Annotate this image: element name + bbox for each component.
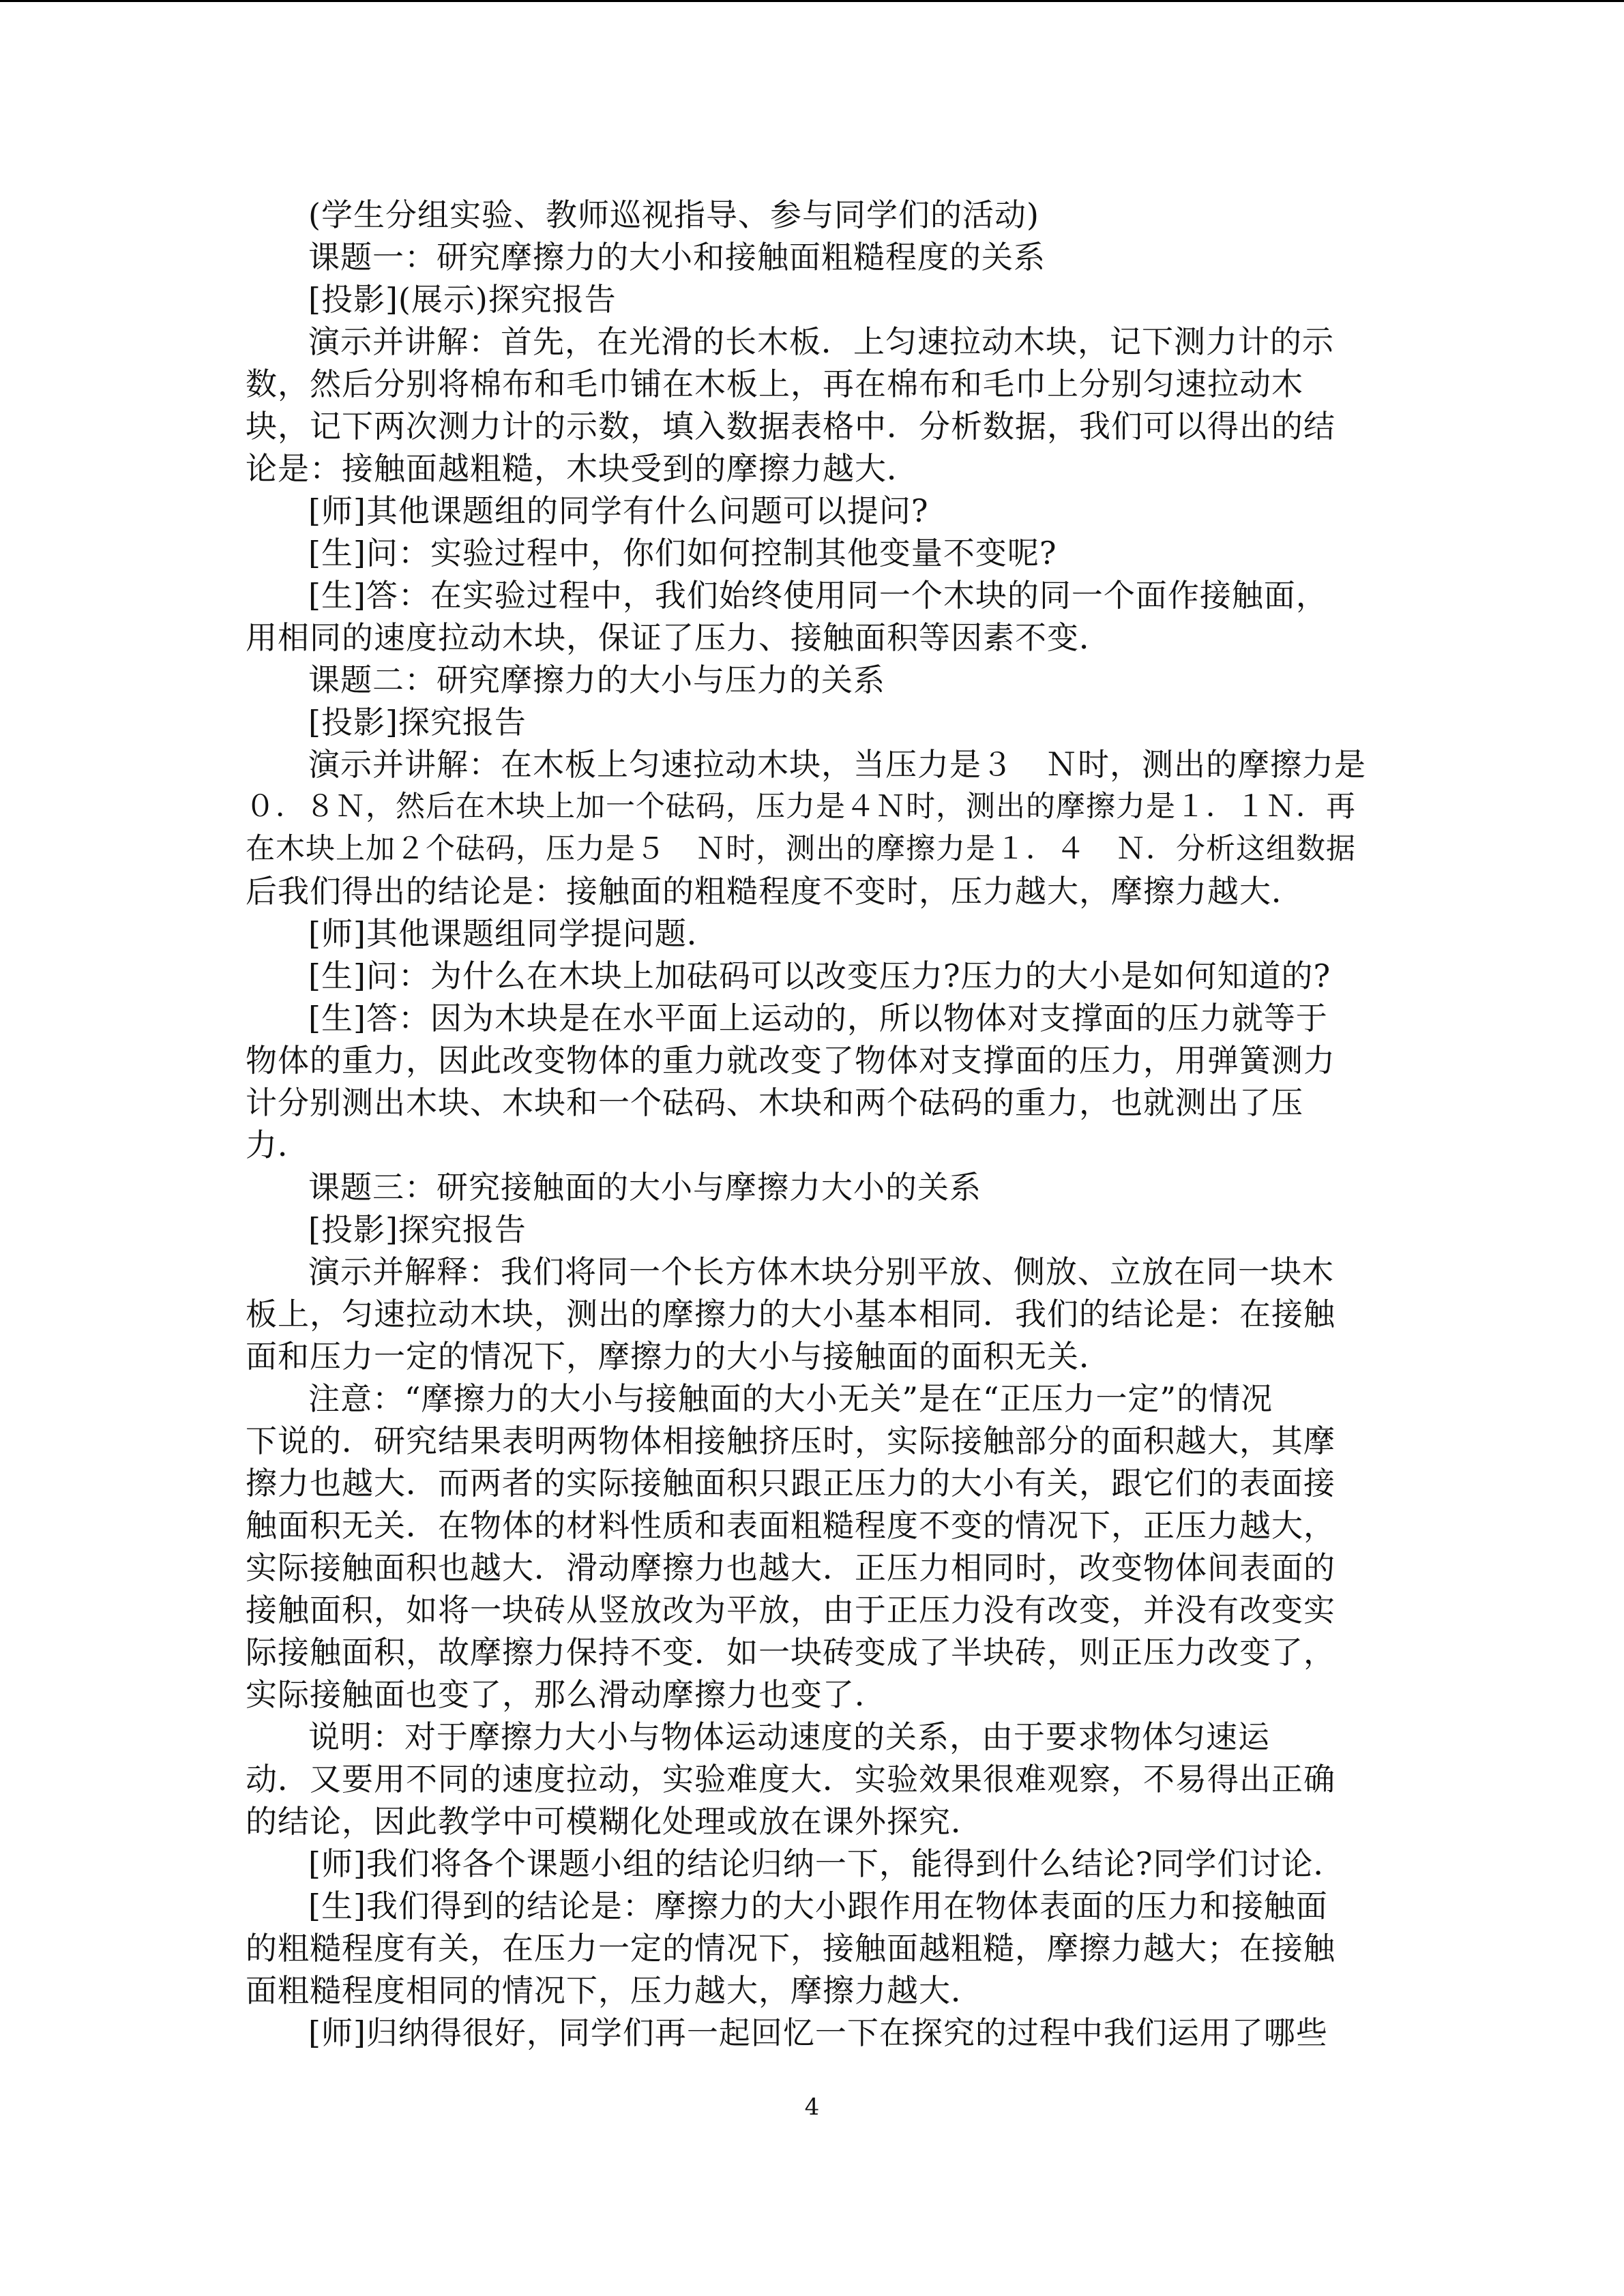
text-line: 后我们得出的结论是：接触面的粗糙程度不变时，压力越大，摩擦力越大． (246, 873, 1303, 910)
text-line: [投影]探究报告 (308, 704, 527, 741)
text-line: 课题二：研究摩擦力的大小与压力的关系 (308, 661, 885, 698)
text-line: 实际接触面积也越大．滑动摩擦力也越大．正压力相同时，改变物体间表面的 (246, 1549, 1335, 1586)
text-line: 演示并讲解：在木板上匀速拉动木块，当压力是３ Ｎ时，测出的摩擦力是 (308, 746, 1366, 783)
text-line: 论是：接触面越粗糙，木块受到的摩擦力越大． (246, 450, 919, 487)
text-line: 接触面积，如将一块砖从竖放改为平放，由于正压力没有改变，并没有改变实 (246, 1592, 1335, 1628)
text-line: 计分别测出木块、木块和一个砝码、木块和两个砝码的重力，也就测出了压 (246, 1084, 1303, 1121)
text-line: 演示并讲解：首先，在光滑的长木板．上匀速拉动木块，记下测力计的示 (308, 323, 1334, 360)
text-line: 面和压力一定的情况下，摩擦力的大小与接触面的面积无关． (246, 1338, 1111, 1375)
text-line: 在木块上加２个砝码，压力是５ Ｎ时，测出的摩擦力是１．４ Ｎ．分析这组数据 (246, 832, 1356, 866)
text-line: 力． (246, 1127, 310, 1163)
text-line: [师]其他课题组的同学有什么问题可以提问? (308, 492, 929, 529)
text-line: [生]答：在实验过程中，我们始终使用同一个木块的同一个面作接触面， (308, 577, 1328, 614)
text-line: [生]我们得到的结论是：摩擦力的大小跟作用在物体表面的压力和接触面 (308, 1888, 1328, 1924)
text-line: 演示并解释：我们将同一个长方体木块分别平放、侧放、立放在同一块木 (308, 1253, 1334, 1290)
document-body (246, 194, 1378, 2054)
text-line: [投影](展示)探究报告 (308, 281, 617, 318)
text-line: 数，然后分别将棉布和毛巾铺在木板上，再在棉布和毛巾上分别匀速拉动木 (246, 366, 1303, 402)
page-number: 4 (804, 2093, 820, 2121)
text-line: 板上，匀速拉动木块，测出的摩擦力的大小基本相同．我们的结论是：在接触 (246, 1296, 1335, 1332)
text-line: ０．８Ｎ，然后在木块上加一个砝码，压力是４Ｎ时，测出的摩擦力是１．１Ｎ．再 (246, 790, 1356, 824)
text-line: 说明：对于摩擦力大小与物体运动速度的关系，由于要求物体匀速运 (308, 1718, 1270, 1755)
text-line: [生]问：实验过程中，你们如何控制其他变量不变呢? (308, 535, 1057, 571)
text-line: (学生分组实验、教师巡视指导、参与同学们的活动) (308, 196, 1039, 233)
text-line: [师]其他课题组同学提问题． (308, 915, 719, 952)
text-line: [生]答：因为木块是在水平面上运动的，所以物体对支撑面的压力就等于 (308, 1000, 1328, 1037)
text-line: 注意：“摩擦力的大小与接触面的大小无关”是在“正压力一定”的情况 (308, 1380, 1273, 1417)
text-line: 触面积无关．在物体的材料性质和表面粗糙程度不变的情况下，正压力越大， (246, 1507, 1335, 1544)
text-line: [师]我们将各个课题小组的结论归纳一下，能得到什么结论?同学们讨论． (308, 1845, 1346, 1882)
text-line: [师]归纳得很好，同学们再一起回忆一下在探究的过程中我们运用了哪些 (308, 2014, 1328, 2051)
text-line: 的结论，因此教学中可模糊化处理或放在课外探究． (246, 1803, 983, 1840)
text-line: 物体的重力，因此改变物体的重力就改变了物体对支撑面的压力，用弹簧测力 (246, 1042, 1335, 1079)
text-line: [投影]探究报告 (308, 1211, 527, 1248)
text-line: 课题一：研究摩擦力的大小和接触面粗糙程度的关系 (308, 239, 1046, 275)
text-line: 际接触面积，故摩擦力保持不变．如一块砖变成了半块砖，则正压力改变了， (246, 1634, 1335, 1671)
top-border-rule (0, 0, 1624, 2)
text-line: 动．又要用不同的速度拉动，实验难度大．实验效果很难观察，不易得出正确 (246, 1761, 1335, 1798)
text-line: [生]问：为什么在木块上加砝码可以改变压力?压力的大小是如何知道的? (308, 957, 1331, 994)
text-line: 的粗糙程度有关，在压力一定的情况下，接触面越粗糙，摩擦力越大；在接触 (246, 1930, 1335, 1967)
text-line: 面粗糙程度相同的情况下，压力越大，摩擦力越大． (246, 1972, 983, 2009)
text-line: 下说的．研究结果表明两物体相接触挤压时，实际接触部分的面积越大，其摩 (246, 1422, 1335, 1459)
text-line: 块，记下两次测力计的示数，填入数据表格中．分析数据，我们可以得出的结 (246, 408, 1335, 445)
text-line: 用相同的速度拉动木块，保证了压力、接触面积等因素不变． (246, 619, 1111, 656)
text-line: 擦力也越大．而两者的实际接触面积只跟正压力的大小有关，跟它们的表面接 (246, 1465, 1335, 1502)
text-line: 课题三：研究接触面的大小与摩擦力大小的关系 (308, 1169, 981, 1206)
text-line: 实际接触面也变了，那么滑动摩擦力也变了． (246, 1676, 887, 1713)
